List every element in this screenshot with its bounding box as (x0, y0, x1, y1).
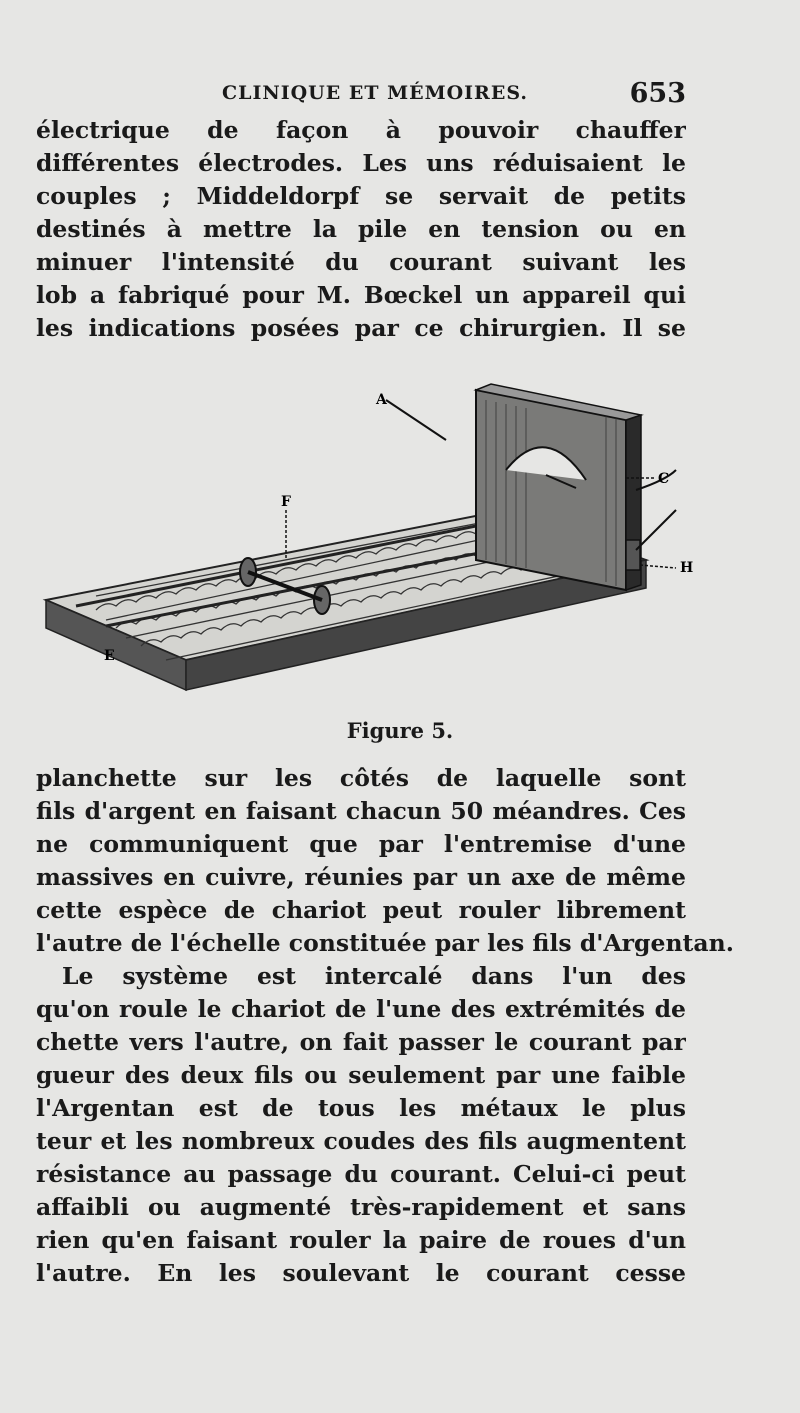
paragraph-top (36, 114, 686, 345)
text-line: massives en cuivre, réunies par un axe de même (36, 863, 686, 891)
label-f: F (281, 494, 291, 510)
text-line: affaibli ou augmenté très-rapidement et sans (36, 1193, 686, 1221)
running-head: CLINIQUE ET MÉMOIRES. (222, 82, 528, 104)
text-line: teur et les nombreux coudes des fils augmentent (36, 1127, 686, 1155)
figure-rheostat-illustration (36, 360, 696, 700)
text-line: l'autre. En les soulevant le courant cesse (36, 1259, 686, 1287)
text-line: lob a fabriqué pour M. Bœckel un appareil qui (36, 281, 686, 309)
page-header (36, 78, 686, 112)
text-line: chette vers l'autre, on fait passer le courant par (36, 1028, 686, 1056)
paragraph-description (36, 762, 734, 960)
text-line: l'autre de l'échelle constituée par les fils d'Argentan. (36, 929, 734, 957)
text-line: différentes électrodes. Les uns réduisaient le (36, 149, 686, 177)
text-line: résistance au passage du courant. Celui-ci peut (36, 1160, 686, 1188)
text-line: gueur des deux fils ou seulement par une faible (36, 1061, 686, 1089)
text-line: Le système est intercalé dans l'un des (62, 962, 686, 990)
galvanometer-box-front (476, 390, 626, 590)
lead-wire (636, 470, 676, 490)
text-line: ne communiquent que par l'entremise d'une (36, 830, 686, 858)
text-line: l'Argentan est de tous les métaux le plus (36, 1094, 686, 1122)
text-line: les indications posées par ce chirurgien. Il se (36, 314, 686, 342)
rheostat-drawing (36, 360, 696, 700)
terminal-post (626, 540, 640, 570)
paragraph-system (36, 960, 686, 1290)
text-line: rien qu'en faisant rouler la paire de roues d'un (36, 1226, 686, 1254)
label-c: C (658, 471, 670, 487)
text-line: minuer l'intensité du courant suivant les (36, 248, 686, 276)
label-h: H (680, 560, 694, 576)
figure-caption: Figure 5. (346, 718, 454, 743)
lead-wire (386, 400, 446, 440)
text-line: couples ; Middeldorpf se servait de petits (36, 182, 686, 210)
text-line: fils d'argent en faisant chacun 50 méandres. Ces (36, 797, 686, 825)
text-line: électrique de façon à pouvoir chauffer (36, 116, 686, 144)
text-line: qu'on roule le chariot de l'une des extrémités de (36, 995, 686, 1023)
text-line: cette espèce de chariot peut rouler librement (36, 896, 686, 924)
label-e: E (104, 648, 115, 664)
page-number: 653 (629, 78, 686, 109)
text-line: planchette sur les côtés de laquelle sont (36, 764, 686, 792)
text-line: destinés à mettre la pile en tension ou en (36, 215, 686, 243)
lead-wire (636, 510, 676, 550)
label-a: A (376, 392, 387, 408)
